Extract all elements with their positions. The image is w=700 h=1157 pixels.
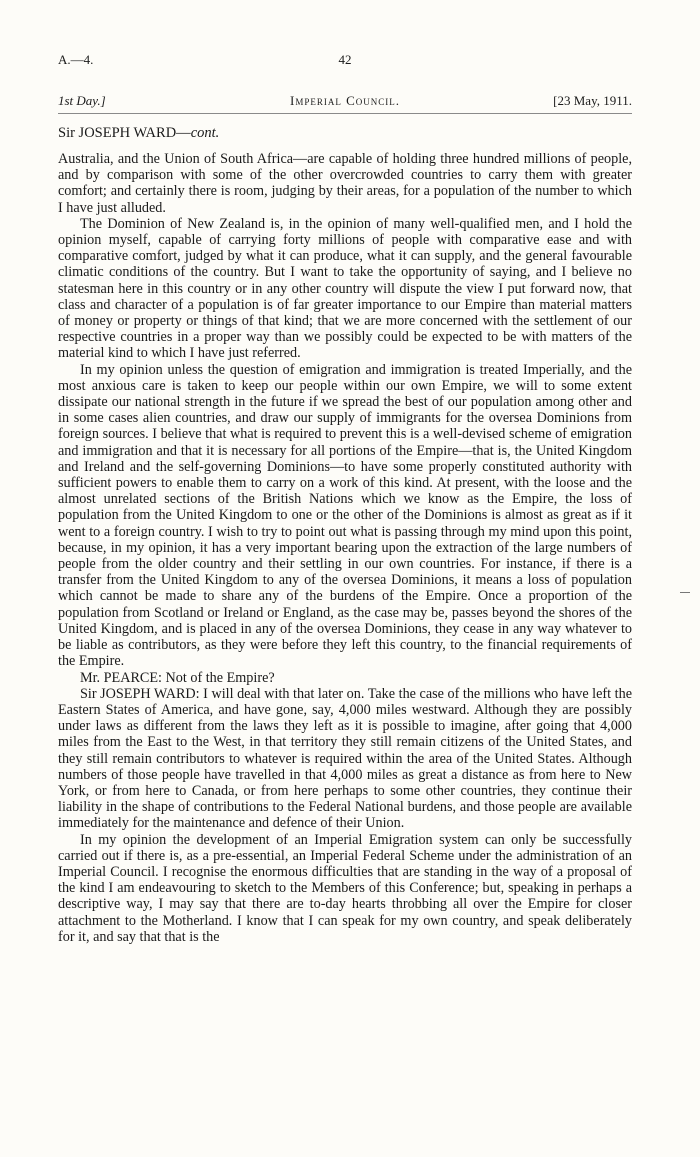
header-rule [58,113,632,114]
speaker-name: Sir JOSEPH WARD— [58,125,191,141]
page-top-row [58,52,632,70]
body-text [58,151,632,945]
header-title: Imperial Council. [290,93,400,108]
header-date: [23 May, 1911. [553,93,632,108]
paragraph: The Dominion of New Zealand is, in the opinion of many well-qualified men, and I hold the opinion myself, capable of carrying forty millions of people with comparative ease and with comparative comfort, judged by what it can produce, what it can supply, and the general favourable climatic conditions of the country. But I want to take the opportunity of saying, and I believe no statesman here in this country or in any other country will dispute the view I put forward now, that class and character of a population is of far greater importance to our Empire than material matters of money or property or things of that kind; that we are more concerned with the settlement of our respective countries in a proper way than we possibly could be expected to be with matters of the material kind to which I have just referred. [58,215,632,362]
paragraph: In my opinion unless the question of emigration and immigration is treated Imperially, and the most anxious care is taken to keep our people within our own Empire, we will to some extent dissipate our national strength in the future if we spread the best of our population among other and in some cases alien countries, and draw our supply of immigrants for the oversea Dominions from foreign sources. I believe that what is required to prevent this is a well-devised scheme of emigration and immigration and that it is necessary for all portions of the Empire—that is, the United Kingdom and Ireland and the self-governing Dominions—to have some properly constituted authority with sufficient powers to enable them to carry on a work of this kind. At present, with the loose and the almost unrelated sections of the British Nations which we know as the Empire, the loss of population from the United Kingdom to one or the other of the Dominions is almost as great as if it went to a foreign country. I wish to try to point out what is passing through my mind upon this point, because, in my opinion, it has a very important bearing upon the extraction of the large numbers of people from the older country and their settling in our own countries. For instance, if there is a transfer from the United Kingdom to any of the oversea Dominions, it means a loss of population which cannot be made to share any of the burdens of the Empire. Once a proportion of the population from Scotland or Ireland or England, as the case may be, passes beyond the shores of the United Kingdom, and is placed in any of the oversea Dominions, they cease in any way whatever to be liable as contributors, as they were before they left this country, to the financial requirements of the Empire. [58,361,632,670]
interjection: Mr. PEARCE: Not of the Empire? [80,669,275,686]
paragraph: Australia, and the Union of South Africa—are capable of holding three hundred millions of people, and by comparison with some of the other overcrowded countries to carry them with greater comfort; and certainly there is room, judging by their areas, for a population of the number to which I have just alluded. [58,151,632,216]
margin-mark [680,592,690,593]
document-reference: A.—4. [58,52,94,67]
speaker-cont: cont. [190,125,220,141]
speaker-heading [58,125,219,142]
paragraph: Sir JOSEPH WARD: I will deal with that later on. Take the case of the millions who have left the Eastern States of America, and have gone, say, 4,000 miles westward. Although they are possibly under laws as different from the laws they left as it is possible to imagine, after going that 4,000 miles from the East to the West, in that territory they still remain citizens of the United States, and they still remain contributors to whatever is required within the area of the United States. Although numbers of those people have travelled in that 4,000 miles as great a distance as from here to New York, or from here to Canada, or from here perhaps to some other countries, they continue their liability in the shape of contributions to the Federal National burdens, and those people are available immediately for the maintenance and defence of their Union. [58,685,632,832]
page-number: 42 [338,52,352,67]
running-header [58,93,632,111]
header-day: 1st Day.] [58,93,106,108]
paragraph: In my opinion the development of an Imperial Emigration system can only be successfully carried out if there is, as a pre-essential, an Imperial Federal Scheme under the administration of an Imperial Council. I recognise the enormous difficulties that are standing in the way of a proposal of the kind I am endeavouring to sketch to the Members of this Conference; but, speaking in perhaps a descriptive way, I may say that there are to-day hearts throbbing all over the Empire for closer attachment to the Motherland. I know that I can speak for my own country, and speak deliberately for it, and say that that is the [58,831,632,945]
